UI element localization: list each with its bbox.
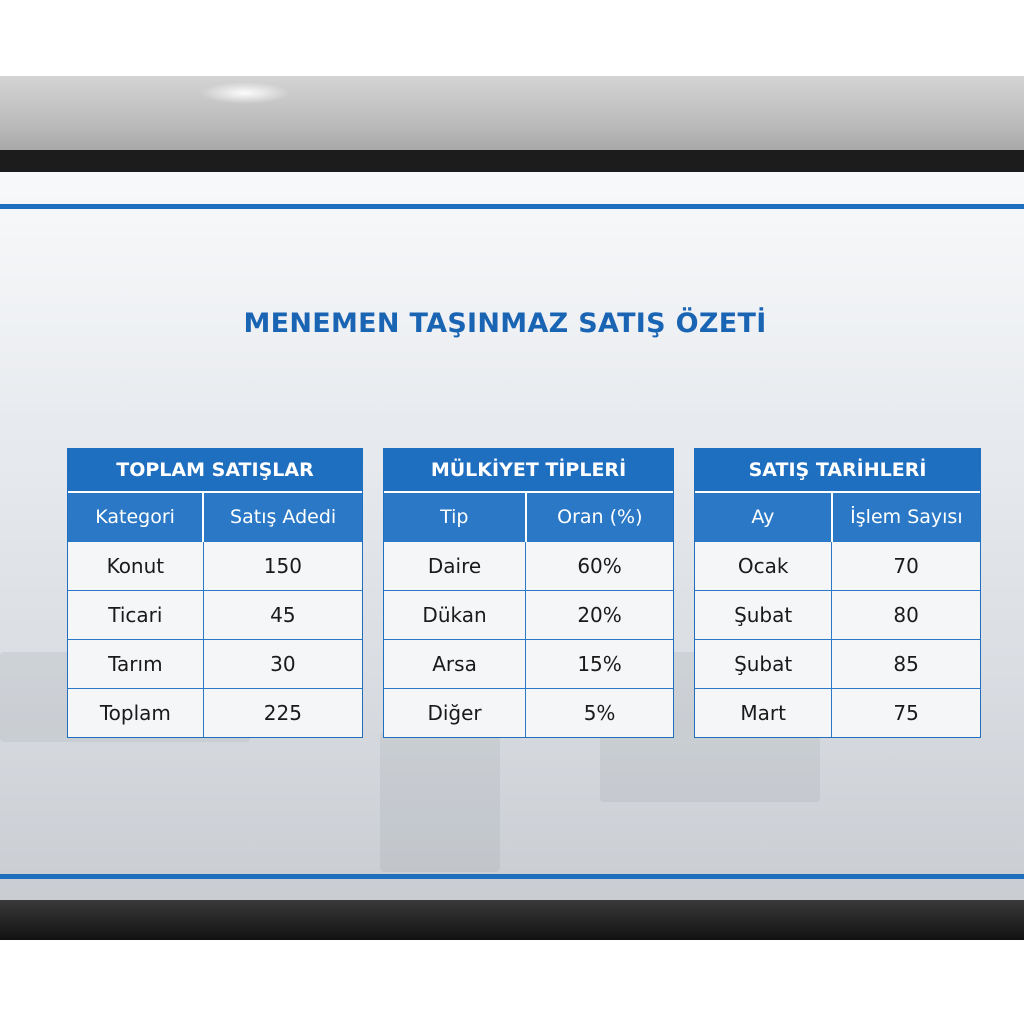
ceiling-light [200,82,290,104]
column-header: Ay [695,493,832,542]
table-cell: Daire [384,542,526,591]
summary-table-sales-dates [694,448,981,738]
table-row [68,591,362,640]
table-cell: Toplam [68,689,203,738]
table-cell: 225 [203,689,362,738]
table-row [68,689,362,738]
table-cell: Konut [68,542,203,591]
table-cell: Şubat [695,591,832,640]
summary-table-property-types [383,448,674,738]
table-cell: 70 [832,542,980,591]
summary-table-total-sales [67,448,363,738]
data-table [695,493,980,737]
table-row [384,542,673,591]
table-row [384,640,673,689]
column-header: Kategori [68,493,203,542]
table-cell: Arsa [384,640,526,689]
top-accent-rule [0,204,1024,209]
column-header: Tip [384,493,526,542]
column-header: İşlem Sayısı [832,493,980,542]
table-cell: 30 [203,640,362,689]
table-cell: 75 [832,689,980,738]
table-cell: 60% [526,542,673,591]
table-row [695,689,980,738]
background-wall [0,76,1024,150]
display-screen [0,172,1024,900]
table-cell: 5% [526,689,673,738]
table-row [695,591,980,640]
table-cell: 85 [832,640,980,689]
table-cell: Şubat [695,640,832,689]
table-cell: Tarım [68,640,203,689]
table-cell: Diğer [384,689,526,738]
table-title: SATIŞ TARİHLERİ [695,449,980,493]
table-row [384,689,673,738]
table-cell: Ocak [695,542,832,591]
table-cell: Mart [695,689,832,738]
table-row [384,591,673,640]
table-cell: 80 [832,591,980,640]
table-row [68,640,362,689]
table-cell: Ticari [68,591,203,640]
table-row [695,640,980,689]
table-cell: 150 [203,542,362,591]
table-header-row [384,493,673,542]
table-cell: 15% [526,640,673,689]
background-chair-shape [380,732,500,872]
table-header-row [695,493,980,542]
table-header-row [68,493,362,542]
data-table [68,493,362,737]
table-row [695,542,980,591]
table-cell: 45 [203,591,362,640]
table-title: TOPLAM SATIŞLAR [68,449,362,493]
column-header: Satış Adedi [203,493,362,542]
monitor-bezel-bottom [0,900,1024,940]
table-title: MÜLKİYET TİPLERİ [384,449,673,493]
table-row [68,542,362,591]
column-header: Oran (%) [526,493,673,542]
data-table [384,493,673,737]
table-cell: Dükan [384,591,526,640]
table-cell: 20% [526,591,673,640]
bottom-accent-rule [0,874,1024,879]
background-floor [0,940,1024,1024]
page-title: MENEMEN TAŞINMAZ SATIŞ ÖZETİ [243,308,767,339]
